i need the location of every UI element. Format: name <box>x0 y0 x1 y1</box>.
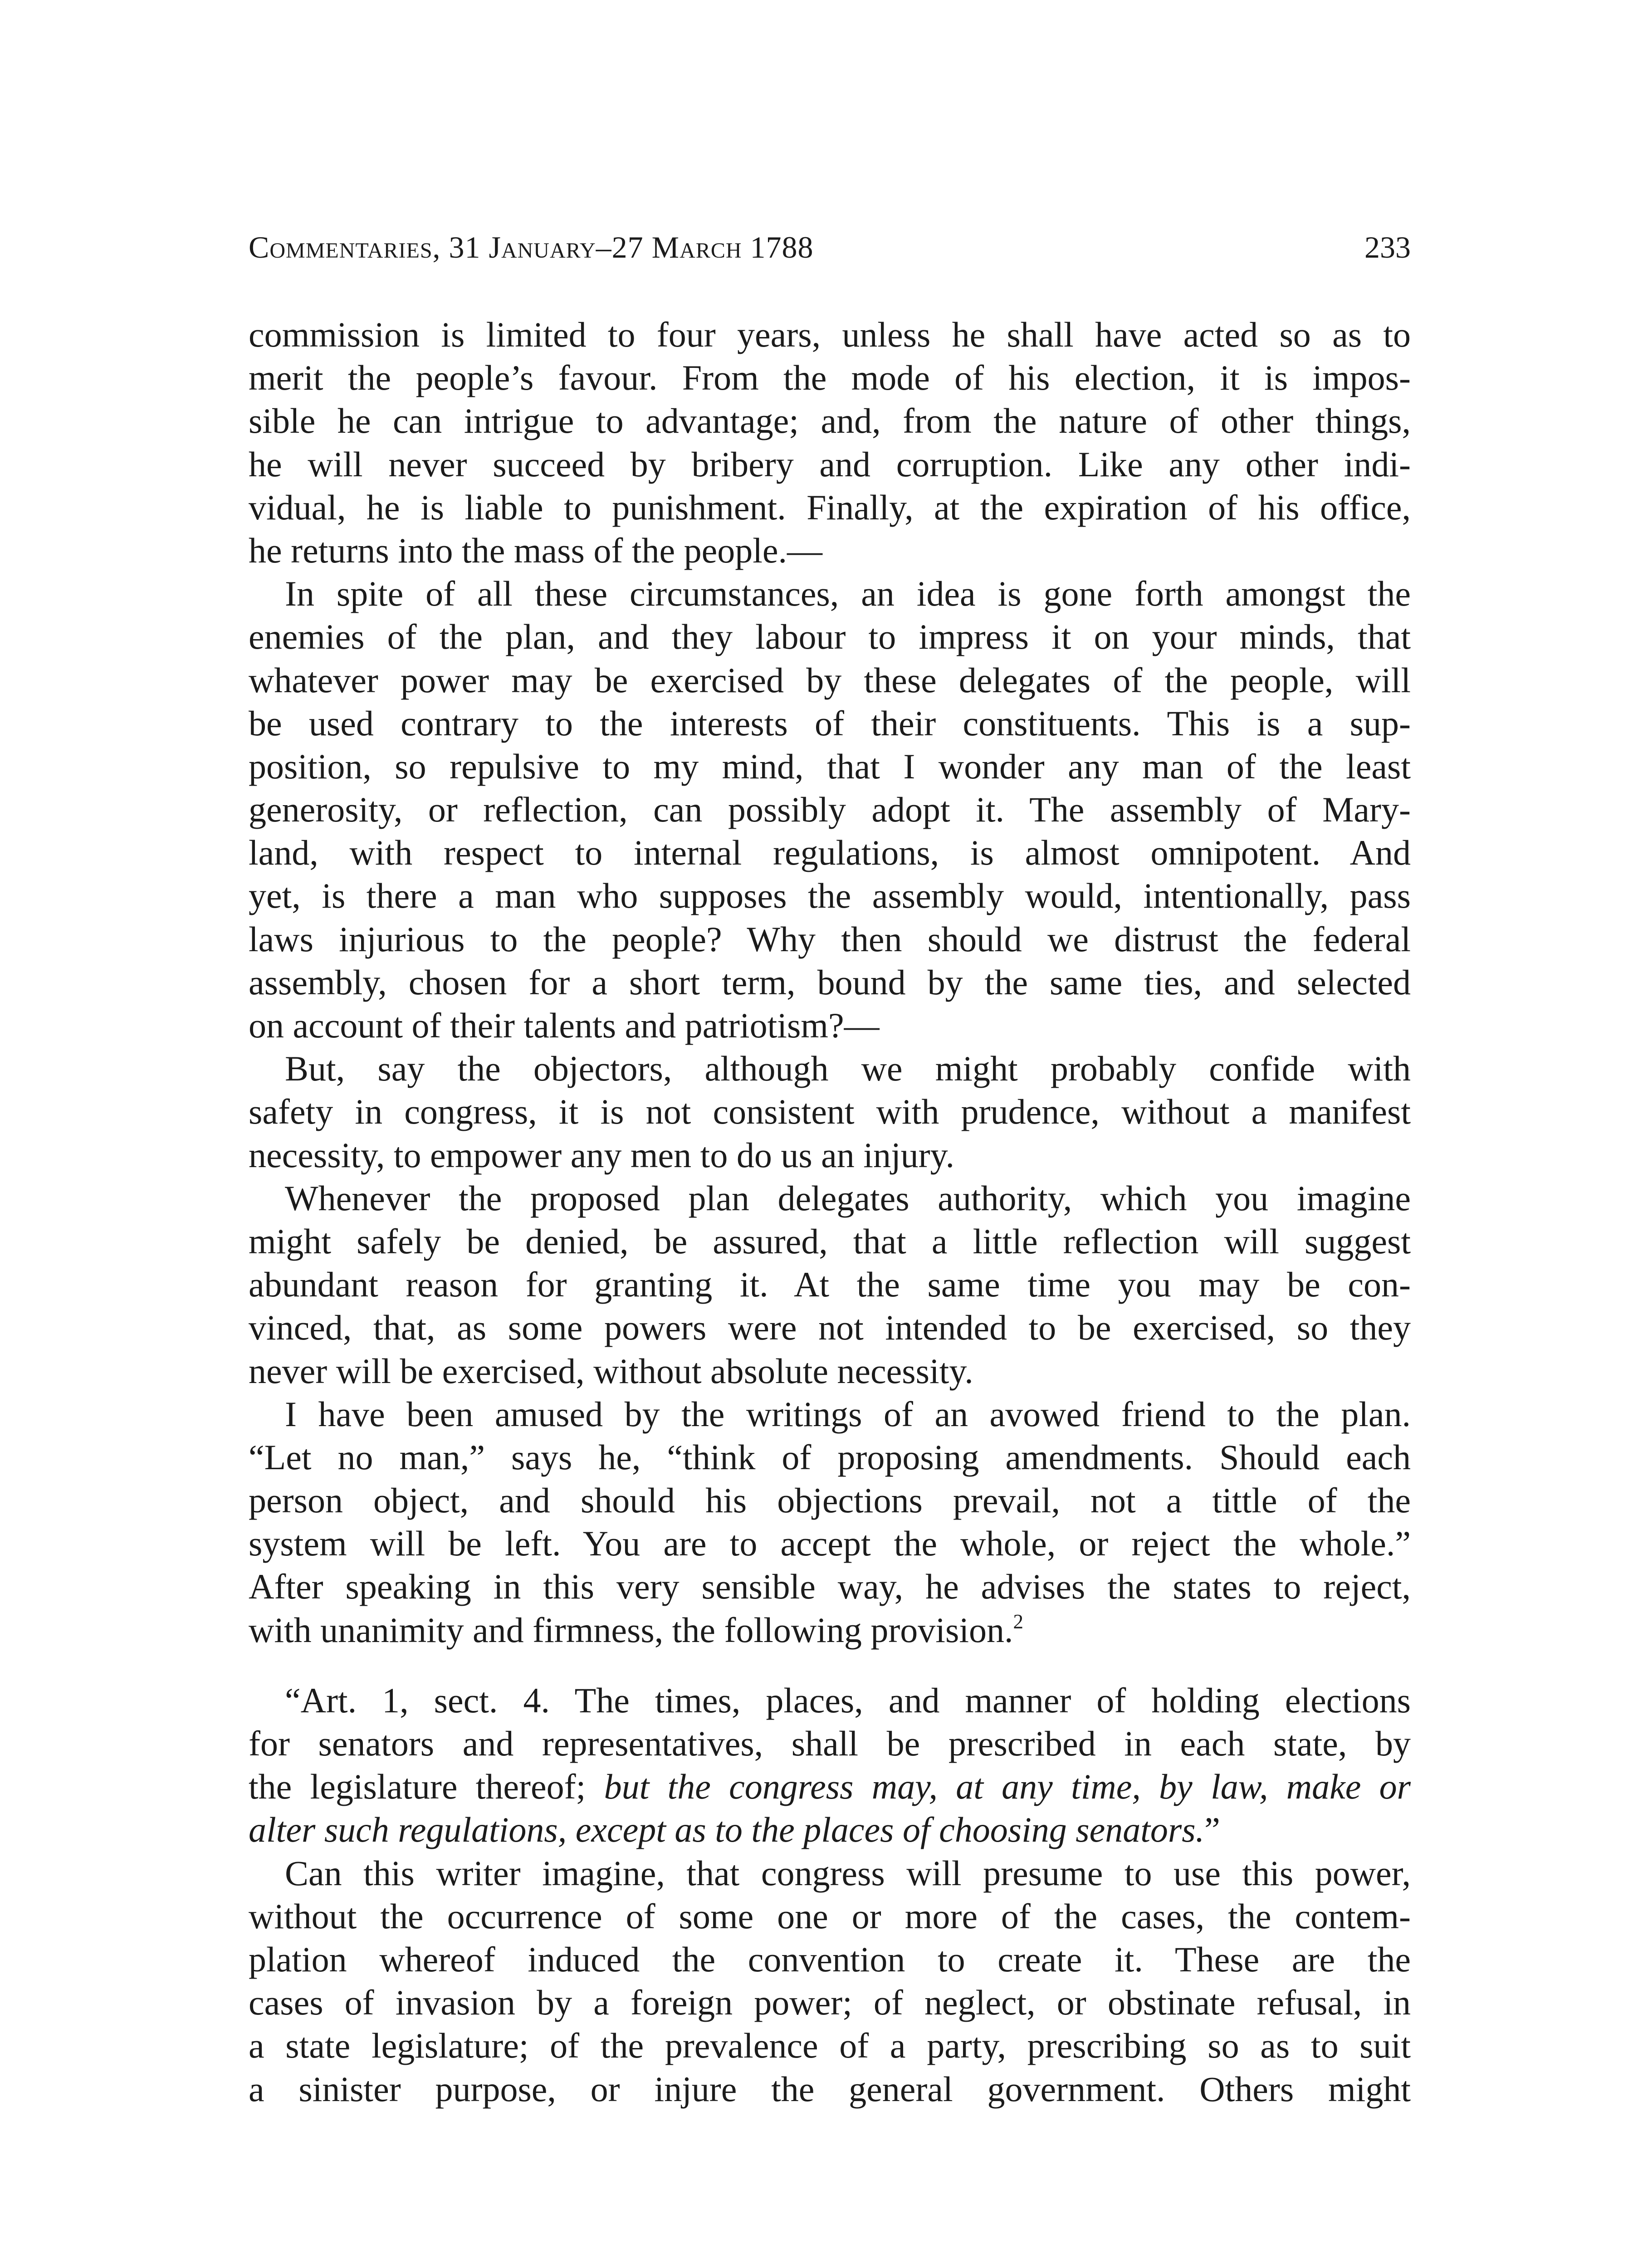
text-line: safety in congress, it is not consistent with prudence, without a manifest <box>249 1092 1411 1132</box>
text-line: never will be exercised, without absolute necessity. <box>249 1351 973 1391</box>
page-number: 233 <box>1364 230 1411 264</box>
quotation-line <box>249 1808 1411 1851</box>
text-line: But, say the objectors, although we might probably confide with <box>285 1049 1411 1089</box>
text-line: vidual, he is liable to punishment. Finally, at the expiration of his office, <box>249 487 1411 527</box>
text-line: vinced, that, as some powers were not intended to be exercised, so they <box>249 1308 1411 1348</box>
text-line: cases of invasion by a foreign power; of neglect, or obstinate refusal, in <box>249 1983 1411 2023</box>
quotation-line: “Art. 1, sect. 4. The times, places, and manner of holding elections <box>285 1680 1411 1720</box>
text-line: abundant reason for granting it. At the same time you may be con- <box>249 1265 1411 1305</box>
quotation-italic-text: alter such regulations, except as to the places of choosing senators. <box>249 1810 1205 1850</box>
footnote-reference: 2 <box>1013 1610 1023 1633</box>
text-line: necessity, to empower any men to do us an injury. <box>249 1135 955 1175</box>
text-line: I have been amused by the writings of an avowed friend to the plan. <box>285 1394 1411 1434</box>
quotation-text: the legislature thereof; <box>249 1767 604 1807</box>
text-line: Can this writer imagine, that congress will presume to use this power, <box>285 1853 1411 1893</box>
text-line: merit the people’s favour. From the mode of his election, it is impos- <box>249 358 1411 398</box>
quotation-line: for senators and representatives, shall be prescribed in each state, by <box>249 1724 1411 1763</box>
text-line: generosity, or reflection, can possibly adopt it. The assembly of Mary- <box>249 790 1411 830</box>
quotation-italic-text: but the congress may, at any time, by law, make or <box>604 1767 1411 1807</box>
text-line: without the occurrence of some one or more of the cases, the contem- <box>249 1896 1411 1936</box>
text-line: person object, and should his objections prevail, not a tittle of the <box>249 1481 1411 1520</box>
text-line: system will be left. You are to accept the whole, or reject the whole.” <box>249 1524 1411 1564</box>
running-head <box>249 227 1411 268</box>
text-line: laws injurious to the people? Why then should we distrust the federal <box>249 919 1411 959</box>
text-line: Whenever the proposed plan delegates authority, which you imagine <box>285 1178 1411 1218</box>
text-line: commission is limited to four years, unless he shall have acted so as to <box>249 315 1411 354</box>
text-line: on account of their talents and patriotism?— <box>249 1006 880 1045</box>
running-head-title: Commentaries, 31 January–27 March 1788 <box>249 230 814 264</box>
text-line: sible he can intrigue to advantage; and, from the nature of other things, <box>249 401 1411 441</box>
text-line-content: with unanimity and firmness, the following provision. <box>249 1610 1013 1650</box>
text-line: yet, is there a man who supposes the assembly would, intentionally, pass <box>249 876 1411 916</box>
body-text <box>249 313 1411 2111</box>
quotation-close: ” <box>1204 1810 1220 1850</box>
text-line: plation whereof induced the convention to create it. These are the <box>249 1939 1411 1979</box>
text-line <box>249 1608 1411 1652</box>
text-line: In spite of all these circumstances, an idea is gone forth amongst the <box>285 574 1411 614</box>
text-line: enemies of the plan, and they labour to impress it on your minds, that <box>249 617 1411 657</box>
text-line: a state legislature; of the prevalence of a party, prescribing so as to suit <box>249 2026 1411 2066</box>
text-line: a sinister purpose, or injure the general government. Others might <box>249 2069 1411 2109</box>
text-line: he will never succeed by bribery and corruption. Like any other indi- <box>249 444 1411 484</box>
text-line: whatever power may be exercised by these delegates of the people, will <box>249 660 1411 700</box>
text-line: be used contrary to the interests of their constituents. This is a sup- <box>249 703 1411 743</box>
text-line: he returns into the mass of the people.— <box>249 530 823 570</box>
text-line: position, so repulsive to my mind, that I wonder any man of the least <box>249 746 1411 786</box>
text-line: After speaking in this very sensible way, he advises the states to reject, <box>249 1567 1411 1607</box>
quotation-line <box>249 1765 1411 1808</box>
text-line: land, with respect to internal regulations, is almost omnipotent. And <box>249 833 1411 873</box>
text-line: might safely be denied, be assured, that a little reflection will suggest <box>249 1221 1411 1261</box>
text-line: assembly, chosen for a short term, bound by the same ties, and selected <box>249 962 1411 1002</box>
text-line: “Let no man,” says he, “think of proposing amendments. Should each <box>249 1437 1411 1477</box>
